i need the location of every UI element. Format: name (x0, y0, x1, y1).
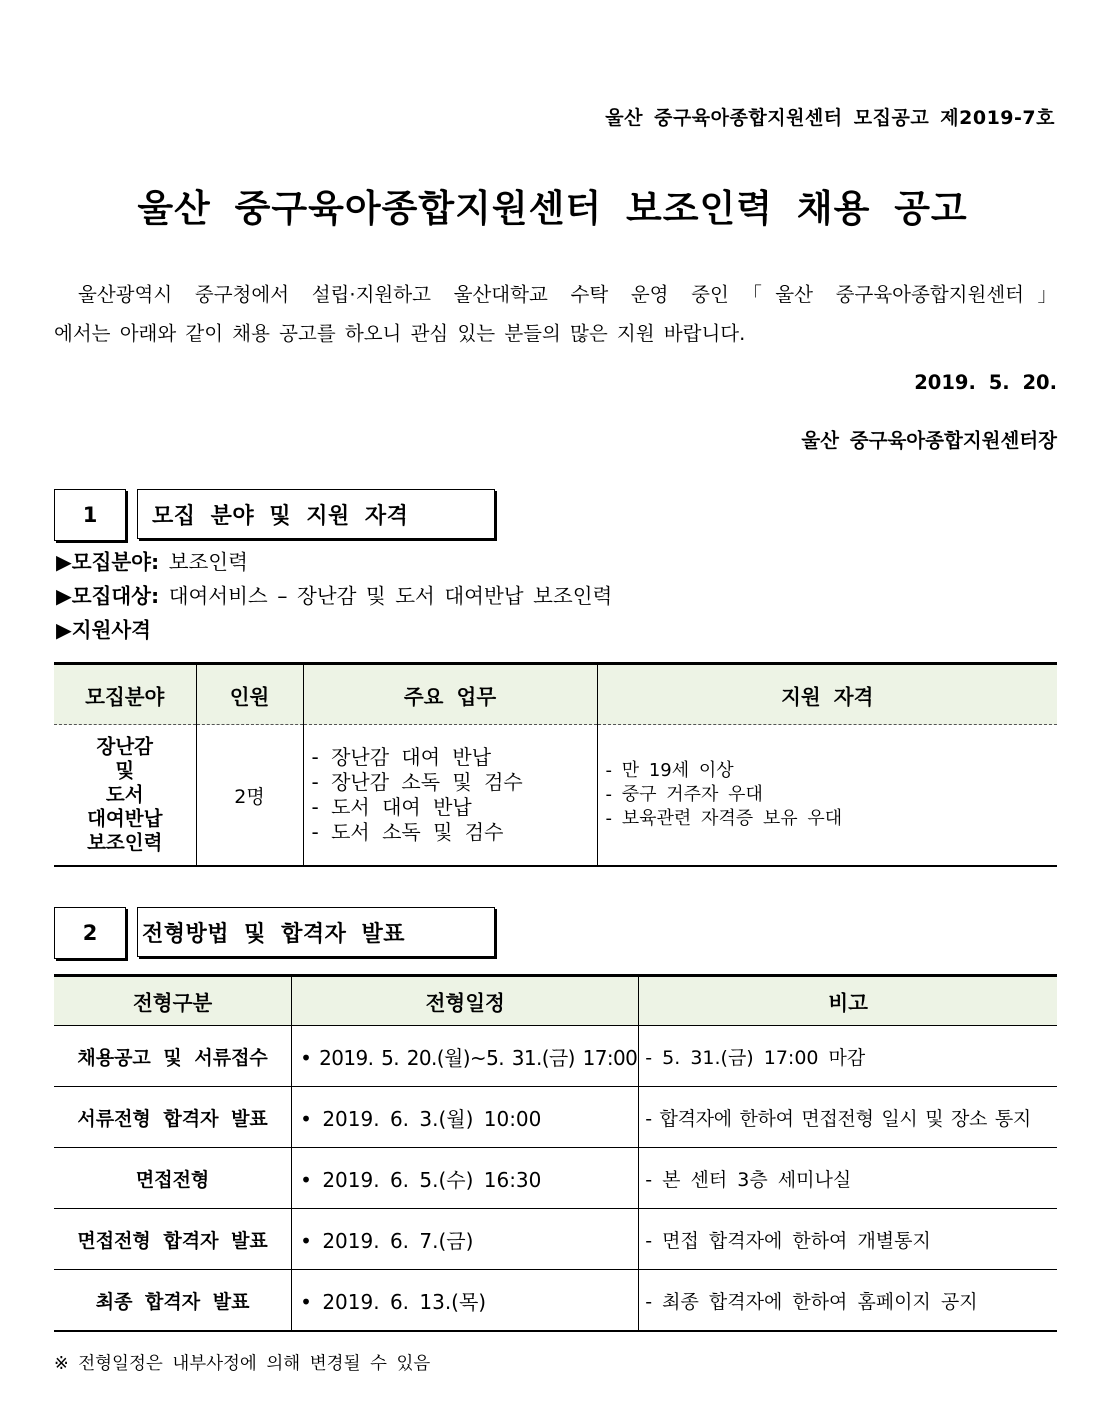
section-2-number: 2 (54, 907, 126, 959)
table-row (54, 1087, 1057, 1148)
cell-field: 장난감 및 도서 대여반납 보조인력 (54, 725, 196, 867)
intro-line-2: 에서는 아래와 같이 채용 공고를 하오니 관심 있는 분들의 많은 지원 바랍니다. (54, 322, 746, 345)
recruitment-table (54, 662, 1057, 867)
table-row (54, 1148, 1057, 1209)
bullet-recruit-target: ▶모집대상: 대여서비스 – 장난감 및 도서 대여반납 보조인력 (56, 584, 613, 608)
cell-note: - 합격자에 한하여 면접전형 일시 및 장소 통지 (639, 1087, 1057, 1148)
cell-stage: 면접전형 합격자 발표 (54, 1209, 292, 1270)
cell-count: 2명 (196, 725, 303, 867)
header-count: 인원 (196, 664, 303, 725)
table-row (54, 725, 1057, 867)
header-field: 모집분야 (54, 664, 196, 725)
cell-duties: - 장난감 대여 반납 - 장난감 소독 및 검수 - 도서 대여 반납 - 도서 소독 및 검수 (303, 725, 597, 867)
intro-paragraph (54, 275, 1057, 353)
table-row (54, 1270, 1057, 1332)
cell-schedule: • 2019. 5. 20.(월)~5. 31.(금) 17:00 (292, 1026, 639, 1087)
cell-note: - 최종 합격자에 한하여 홈페이지 공지 (639, 1270, 1057, 1332)
bullet-qualification: ▶지원사격 (56, 618, 151, 642)
document-number: 울산 중구육아종합지원센터 모집공고 제2019-7호 (605, 107, 1055, 129)
announcement-date: 2019. 5. 20. (914, 371, 1057, 394)
table-row (54, 1209, 1057, 1270)
header-schedule: 전형일정 (292, 976, 639, 1026)
cell-note: - 면접 합격자에 한하여 개별통지 (639, 1209, 1057, 1270)
cell-stage: 최종 합격자 발표 (54, 1270, 292, 1332)
header-note: 비고 (639, 976, 1057, 1026)
recruitment-bullets (56, 545, 612, 647)
cell-schedule: • 2019. 6. 13.(목) (292, 1270, 639, 1332)
section-1-number: 1 (54, 489, 126, 541)
table-row (54, 1026, 1057, 1087)
header-qualifications: 지원 자격 (597, 664, 1057, 725)
cell-qualifications: - 만 19세 이상 - 중구 거주자 우대 - 보육관련 자격증 보유 우대 (597, 725, 1057, 867)
cell-stage: 채용공고 및 서류접수 (54, 1026, 292, 1087)
section-2-title: 전형방법 및 합격자 발표 (137, 907, 495, 957)
schedule-table (54, 974, 1057, 1332)
footnote: ※ 전형일정은 내부사정에 의해 변경될 수 있음 (54, 1354, 431, 1374)
issuer-name: 울산 중구육아종합지원센터장 (801, 429, 1057, 452)
cell-stage: 면접전형 (54, 1148, 292, 1209)
cell-schedule: • 2019. 6. 7.(금) (292, 1209, 639, 1270)
bullet-recruit-field: ▶모집분야: 보조인력 (56, 550, 248, 574)
cell-schedule: • 2019. 6. 5.(수) 16:30 (292, 1148, 639, 1209)
cell-note: - 5. 31.(금) 17:00 마감 (639, 1026, 1057, 1087)
intro-line-1: 울산광역시 중구청에서 설립·지원하고 울산대학교 수탁 운영 중인「울산 중구육아종합지원센터」 (78, 283, 1057, 306)
cell-stage: 서류전형 합격자 발표 (54, 1087, 292, 1148)
table-header-row (54, 664, 1057, 725)
section-1-title: 모집 분야 및 지원 자격 (137, 489, 495, 539)
cell-schedule: • 2019. 6. 3.(월) 10:00 (292, 1087, 639, 1148)
cell-note: - 본 센터 3층 세미나실 (639, 1148, 1057, 1209)
page-title: 울산 중구육아종합지원센터 보조인력 채용 공고 (137, 187, 968, 230)
header-stage: 전형구분 (54, 976, 292, 1026)
header-duties: 주요 업무 (303, 664, 597, 725)
table-header-row (54, 976, 1057, 1026)
